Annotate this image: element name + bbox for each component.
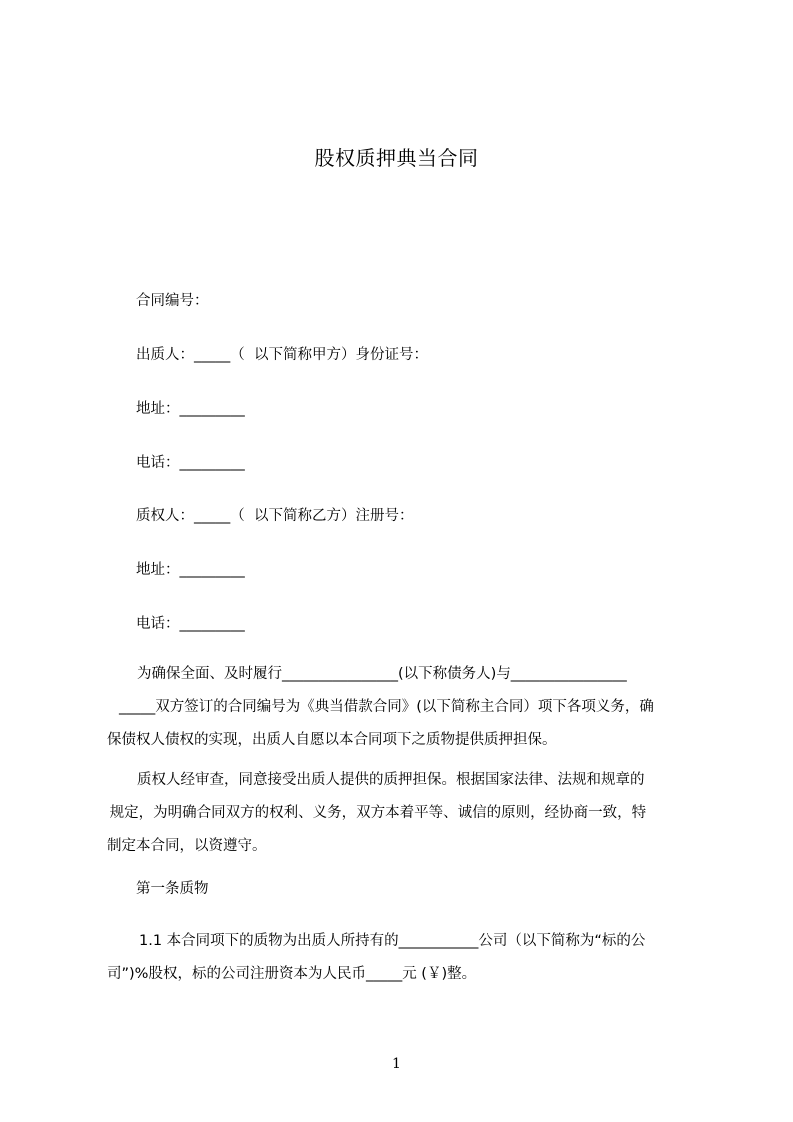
paragraph-line: 质权人经审查，同意接受出质人提供的质押担保。根据国家法律、法规和规章的 [137,772,645,788]
pledgee-line: 质权人：_____（ 以下简称乙方）注册号： [136,508,414,524]
paragraph-line: 1.1 本合同项下的质物为出质人所持有的___________公司（以下简称为“标的公 [139,933,646,949]
pledgor-line: 出质人：_____（ 以下简称甲方）身份证号： [136,347,428,363]
paragraph-line: 规定，为明确合同双方的权利、义务，双方本着平等、诚信的原则，经协商一致，特 [105,805,647,821]
pledgor-address: 地址：_________ [136,401,245,417]
contract-number-label: 合同编号： [136,293,209,309]
paragraph-purpose [105,658,699,757]
paragraph-line: 制定本合同，以资遵守。 [107,838,267,854]
pledgor-phone: 电话：_________ [136,455,245,471]
document-title: 股权质押典当合同 [314,146,479,170]
paragraph-line: _____双方签订的合同编号为《典当借款合同》(以下简称主合同）项下各项义务，确 [119,699,654,715]
section-heading: 第一条质物 [136,881,209,897]
paragraph-line: 司”)%股权，标的公司注册资本为人民币_____元 (￥)整。 [107,966,477,982]
paragraph-line: 保债权人债权的实现，出质人自愿以本合同项下之质物提供质押担保。 [107,732,557,748]
clause-1-1 [105,925,699,991]
paragraph-line: 为确保全面、及时履行________________(以下称债务人)与________________ [137,666,627,682]
paragraph-review [105,764,699,863]
pledgee-phone: 电话：_________ [136,616,245,632]
page-number: 1 [392,1056,401,1072]
pledgee-address: 地址：_________ [136,562,245,578]
